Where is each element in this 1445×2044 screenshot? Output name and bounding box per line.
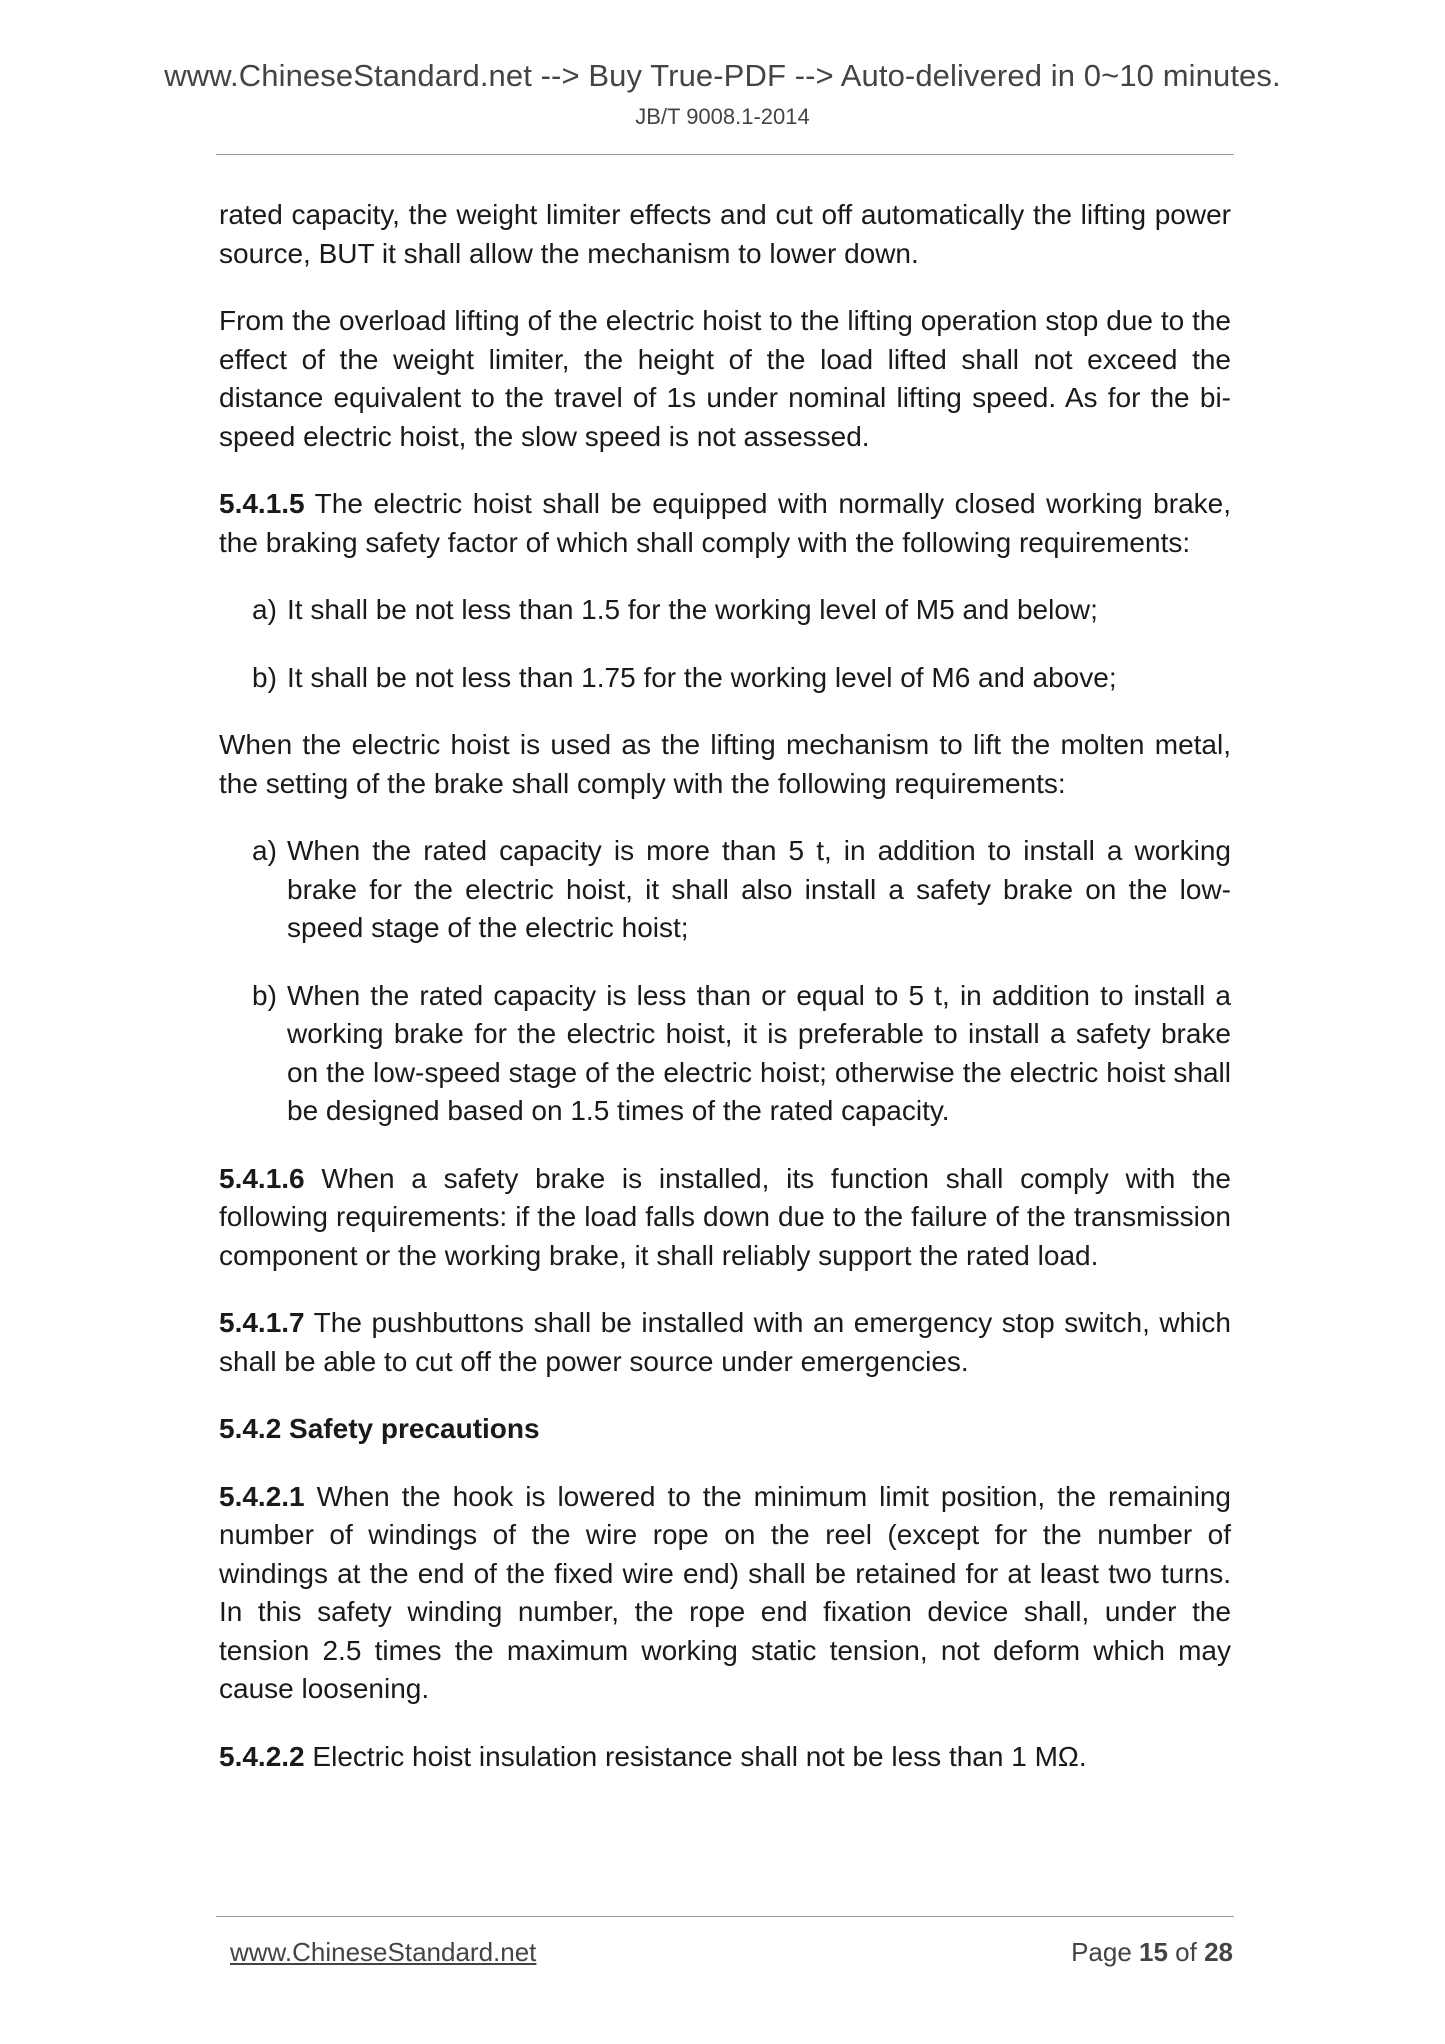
list-marker: b) — [252, 979, 277, 1011]
clause-number: 5.4.2.1 — [219, 1480, 305, 1512]
clause-5-4-2-1 — [219, 1478, 1231, 1709]
clause-text: When a safety brake is installed, its function shall comply with the following requirements: if the load falls down due to the failure of the transmission component or the working brake, it shall reliably support the rated load. — [219, 1162, 1231, 1271]
page-indicator — [1071, 1937, 1233, 1968]
clause-text: The pushbuttons shall be installed with an emergency stop switch, which shall be able to cut off the power source under emergencies. — [219, 1307, 1231, 1377]
list-item — [252, 659, 1231, 698]
paragraph-intro: rated capacity, the weight limiter effects and cut off automatically the lifting power source, BUT it shall allow the mechanism to lower down. — [219, 199, 1231, 269]
clause-5-4-1-5 — [219, 485, 1231, 562]
list-marker: a) — [252, 835, 277, 866]
clause-5-4-1-6 — [219, 1160, 1231, 1276]
paragraph-molten-metal: When the electric hoist is used as the lifting mechanism to lift the molten metal, the setting of the brake shall comply with the following requirements: — [219, 729, 1231, 799]
clause-number: 5.4.2.2 — [219, 1740, 305, 1772]
header-divider — [216, 154, 1234, 155]
header-banner: www.ChineseStandard.net --> Buy True-PDF --> Auto-delivered in 0~10 minutes. — [164, 58, 1281, 93]
footer-divider — [216, 1916, 1234, 1917]
list-item-text: When the rated capacity is less than or equal to 5 t, in addition to install a working brake for the electric hoist, it is preferable to install a safety brake on the low-speed stage of the electric hoist; otherwise the electric hoist shall be designed based on 1.5 times of the rated capacity. — [287, 979, 1231, 1126]
page-of: of — [1167, 1937, 1205, 1967]
page-label: Page — [1071, 1937, 1140, 1967]
list-item — [252, 977, 1231, 1131]
clause-text: When the hook is lowered to the minimum limit position, the remaining number of windings of the wire rope on the reel (except for the number of windings at the end of the fixed wire end) shall be retained for at least two turns. In this safety winding number, the rope end fixation device shall, under the tension 2.5 times the maximum working static tension, not deform which may cause loosening. — [219, 1480, 1231, 1704]
clause-5-4-1-7 — [219, 1304, 1231, 1381]
clause-number: 5.4.1.7 — [219, 1307, 305, 1338]
list-item-text: It shall be not less than 1.5 for the working level of M5 and below; — [287, 594, 1098, 625]
list-item — [252, 591, 1231, 630]
paragraph-overload: From the overload lifting of the electric hoist to the lifting operation stop due to the effect of the weight limiter, the height of the load lifted shall not exceed the distance equivalent to the travel of 1s under nominal lifting speed. As for the bi-speed electric hoist, the slow speed is not assessed. — [219, 305, 1231, 452]
list-marker: b) — [252, 661, 277, 693]
list-marker: a) — [252, 594, 277, 625]
clause-text: Electric hoist insulation resistance shall not be less than 1 MΩ. — [304, 1740, 1087, 1772]
list-item — [252, 832, 1231, 948]
list-item-text: It shall be not less than 1.75 for the working level of M6 and above; — [287, 661, 1117, 693]
list-item-text: When the rated capacity is more than 5 t, in addition to install a working brake for the electric hoist, it shall also install a safety brake on the low-speed stage of the electric hoist; — [287, 835, 1231, 943]
clause-number: 5.4.1.6 — [219, 1162, 305, 1194]
page-total: 28 — [1204, 1937, 1233, 1967]
page-current: 15 — [1139, 1937, 1168, 1967]
section-heading: 5.4.2 Safety precautions — [219, 1413, 540, 1444]
clause-number: 5.4.1.5 — [219, 488, 305, 519]
clause-5-4-2-2 — [219, 1738, 1231, 1777]
clause-text: The electric hoist shall be equipped with normally closed working brake, the braking safety factor of which shall comply with the following requirements: — [219, 488, 1231, 558]
page-content — [219, 196, 1231, 1805]
footer-website-link[interactable]: www.ChineseStandard.net — [230, 1937, 537, 1967]
document-number: JB/T 9008.1-2014 — [635, 104, 810, 129]
